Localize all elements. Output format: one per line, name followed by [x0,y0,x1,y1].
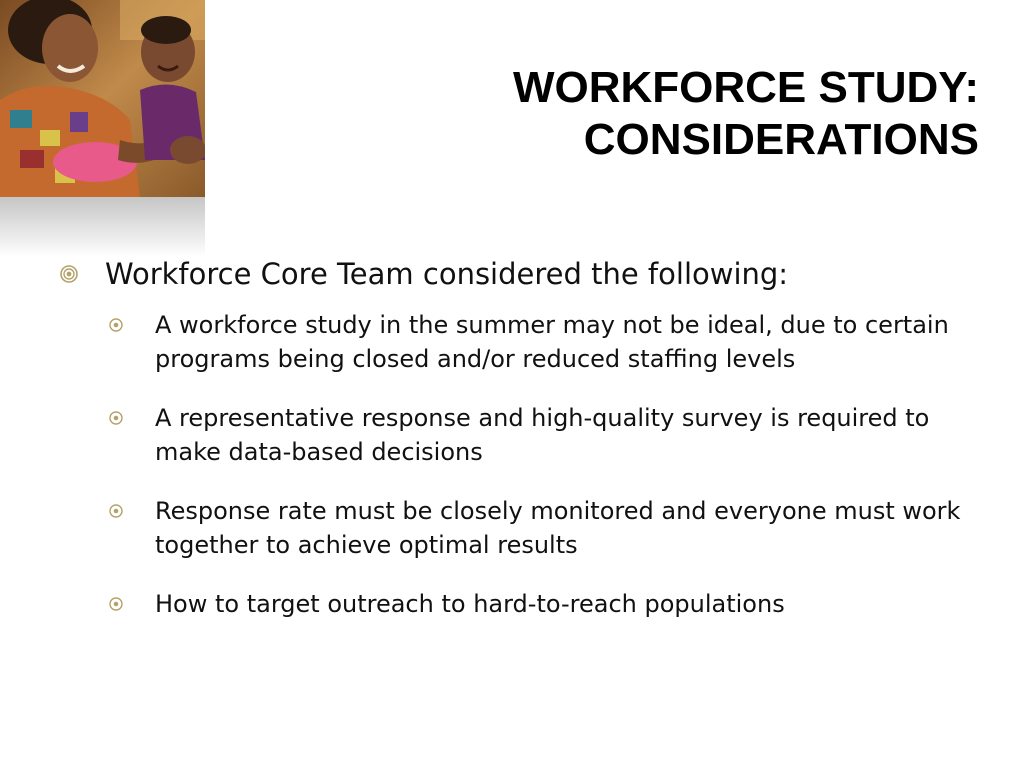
title-line-2: CONSIDERATIONS [583,115,979,164]
dot-circle-bullet-icon [105,587,155,621]
sub-point-text: Response rate must be closely monitored and everyone must work together to achieve optimal results [155,497,961,559]
slide-title [379,62,979,166]
photo-shadow [0,197,205,257]
list-item [105,494,985,562]
main-point-text: Workforce Core Team considered the following: [105,257,789,291]
sub-point-text: A representative response and high-quality survey is required to make data-based decisions [155,404,930,466]
sub-point-list [55,308,985,621]
sub-point-text: A workforce study in the summer may not be ideal, due to certain programs being closed and/or reduced staffing levels [155,311,949,373]
title-line-1: WORKFORCE STUDY: [512,63,979,112]
list-item [105,308,985,376]
list-item [105,587,985,621]
list-item [105,401,985,469]
dot-circle-bullet-icon [105,401,155,435]
dot-circle-bullet-icon [105,494,155,528]
main-bullet-item [55,252,985,296]
sub-point-text: How to target outreach to hard-to-reach populations [155,590,785,618]
mother-and-child-photo [0,0,205,197]
slide-body [55,252,985,646]
dot-circle-bullet-icon [105,308,155,342]
concentric-circle-bullet-icon [55,252,105,296]
